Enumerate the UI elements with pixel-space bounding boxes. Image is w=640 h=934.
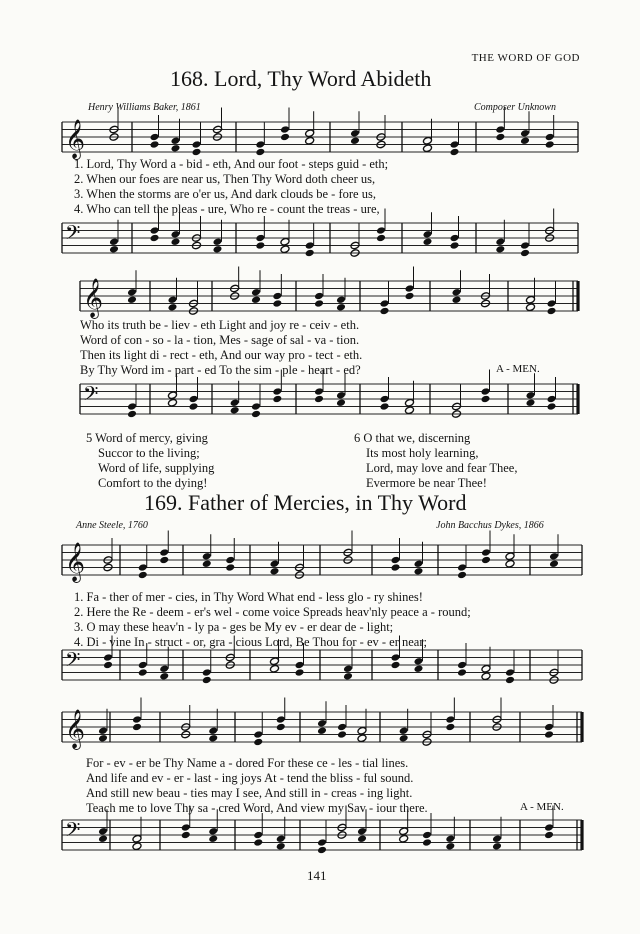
notehead: [357, 734, 367, 743]
hymn-169-composer: John Bacchus Dykes, 1866: [436, 520, 544, 531]
notehead: [103, 661, 113, 670]
notehead: [505, 676, 515, 685]
notehead: [337, 723, 347, 732]
notehead: [132, 715, 142, 724]
notehead: [305, 241, 315, 250]
notehead: [376, 234, 386, 243]
hymn-168-author: Henry Williams Baker, 1861: [88, 102, 201, 113]
notehead: [98, 827, 108, 836]
notehead: [280, 245, 290, 254]
notehead: [520, 136, 530, 145]
notehead: [526, 303, 536, 312]
notehead: [276, 723, 286, 732]
notehead: [405, 292, 415, 301]
bass-clef: 𝄢: [65, 648, 81, 676]
notehead: [314, 292, 324, 301]
notehead: [213, 245, 223, 254]
hymn-169-verse-1-line-b: For - ev - er be Thy Name a - dored For these ce - les - tial lines.: [86, 756, 409, 770]
verse-line: Comfort to the dying!: [98, 476, 208, 490]
notehead: [544, 723, 554, 732]
notehead: [391, 653, 401, 662]
notehead: [391, 661, 401, 670]
notehead: [405, 398, 415, 407]
notehead: [399, 734, 409, 743]
notehead: [376, 226, 386, 235]
notehead: [445, 842, 455, 851]
notehead: [414, 567, 424, 576]
notehead: [405, 284, 415, 293]
verse-line: 6 O that we, discerning: [354, 431, 471, 445]
notehead: [350, 136, 360, 145]
notehead: [103, 653, 113, 662]
notehead: [208, 726, 218, 735]
notehead: [270, 567, 280, 576]
notehead: [343, 672, 353, 681]
notehead: [445, 834, 455, 843]
notehead: [317, 838, 327, 847]
notehead: [98, 834, 108, 843]
hymn-168-verse-1-line-b: Who its truth be - liev - eth Light and joy re - ceiv - eth.: [80, 318, 360, 332]
notehead: [549, 559, 559, 568]
notehead: [272, 395, 282, 404]
notehead: [450, 234, 460, 243]
notehead: [520, 249, 530, 258]
page-number: 141: [307, 868, 327, 883]
hymn-168-number: 168.: [170, 66, 209, 91]
notehead: [481, 387, 491, 396]
notehead: [276, 834, 286, 843]
notehead: [317, 719, 327, 728]
verse-line: 5 Word of mercy, giving: [86, 431, 208, 445]
notehead: [520, 241, 530, 250]
notehead: [450, 241, 460, 250]
notehead: [159, 672, 169, 681]
notehead: [138, 563, 148, 572]
notehead: [272, 292, 282, 301]
hymn-169-title: [144, 490, 466, 516]
notehead: [495, 133, 505, 142]
hymn-169-verse-4-line-b: Teach me to love Thy sa - cred Word, And view my Sav - iour there.: [86, 801, 428, 815]
notehead: [414, 664, 424, 673]
notehead: [357, 827, 367, 836]
notehead: [202, 559, 212, 568]
hymn-168-name: Lord, Thy Word Abideth: [214, 66, 432, 91]
notehead: [138, 571, 148, 580]
notehead: [255, 140, 265, 149]
notehead: [380, 395, 390, 404]
notehead: [422, 838, 432, 847]
notehead: [251, 410, 261, 419]
notehead: [280, 133, 290, 142]
verse-line: Its most holy learning,: [366, 446, 479, 460]
notehead: [127, 288, 137, 297]
notehead: [253, 738, 263, 747]
notehead: [544, 831, 554, 840]
notehead: [132, 723, 142, 732]
verse-line: Evermore be near Thee!: [366, 476, 487, 490]
notehead: [357, 834, 367, 843]
notehead: [171, 136, 181, 145]
verse-line: Word of life, supplying: [98, 461, 215, 475]
notehead: [481, 556, 491, 565]
hymn-169-verse-3-line-b: And still new beau - ties may I see, And still in - creas - ing light.: [86, 786, 413, 800]
notehead: [549, 552, 559, 561]
notehead: [98, 726, 108, 735]
notehead: [295, 668, 305, 677]
notehead: [230, 398, 240, 407]
notehead: [192, 148, 202, 157]
notehead: [171, 237, 181, 246]
notehead: [272, 299, 282, 308]
notehead: [168, 303, 178, 312]
notehead: [391, 563, 401, 572]
notehead: [208, 834, 218, 843]
notehead: [255, 234, 265, 243]
notehead: [276, 715, 286, 724]
treble-clef: 𝄞: [65, 709, 86, 749]
notehead: [495, 125, 505, 134]
notehead: [380, 299, 390, 308]
notehead: [159, 556, 169, 565]
notehead: [317, 726, 327, 735]
notehead: [445, 715, 455, 724]
bass-clef: 𝄢: [83, 382, 99, 410]
notehead: [423, 237, 433, 246]
notehead: [380, 402, 390, 411]
section-heading: THE WORD OF GOD: [471, 52, 580, 64]
notehead: [337, 730, 347, 739]
hymn-169-verse-3-line: 3. O may these heav'n - ly pa - ges be My ev - er dear de - light;: [74, 620, 394, 634]
notehead: [276, 842, 286, 851]
notehead: [305, 129, 315, 138]
notehead: [399, 827, 409, 836]
notehead: [255, 148, 265, 157]
notehead: [481, 672, 491, 681]
notehead: [132, 834, 142, 843]
notehead: [230, 406, 240, 415]
notehead: [457, 661, 467, 670]
notehead: [150, 133, 160, 142]
notehead: [545, 140, 555, 149]
notehead: [251, 288, 261, 297]
notehead: [422, 831, 432, 840]
hymn-168-verse-4-line-b: By Thy Word im - part - ed To the sim - ple - heart - ed?: [80, 363, 361, 377]
treble-clef: 𝄞: [65, 119, 86, 159]
notehead: [405, 406, 415, 415]
notehead: [547, 395, 557, 404]
hymn-168-verse-3-line: 3. When the storms are o'er us, And dark clouds be - fore us,: [74, 187, 376, 201]
notehead: [336, 391, 346, 400]
notehead: [423, 230, 433, 239]
hymn-169-verse-4-line: 4. Di - vine In - struct - or, gra - cious Lord, Be Thou for - ev - er near;: [74, 635, 427, 649]
notehead: [457, 571, 467, 580]
treble-clef: 𝄞: [65, 542, 86, 582]
notehead: [270, 657, 280, 666]
notehead: [544, 730, 554, 739]
notehead: [414, 559, 424, 568]
notehead: [336, 295, 346, 304]
notehead: [450, 148, 460, 157]
hymn-168-verse-1-line: 1. Lord, Thy Word a - bid - eth, And our foot - steps guid - eth;: [74, 157, 389, 171]
hymn-169-verse-2-line: 2. Here the Re - deem - er's wel - come voice Spreads heav'nly peace a - round;: [74, 605, 471, 619]
notehead: [98, 734, 108, 743]
notehead: [150, 234, 160, 243]
notehead: [505, 668, 515, 677]
notehead: [181, 831, 191, 840]
notehead: [357, 726, 367, 735]
notehead: [481, 548, 491, 557]
notehead: [547, 402, 557, 411]
notehead: [202, 668, 212, 677]
notehead: [132, 842, 142, 851]
notehead: [251, 295, 261, 304]
notehead: [391, 556, 401, 565]
notehead: [109, 245, 119, 254]
hymn-168-amen: A - MEN.: [496, 363, 540, 375]
notehead: [492, 834, 502, 843]
notehead: [213, 237, 223, 246]
notehead: [520, 129, 530, 138]
verse-line: Succor to the living;: [98, 446, 200, 460]
notehead: [457, 668, 467, 677]
hymn-168-verse-4-line: 4. Who can tell the pleas - ure, Who re - count the treas - ure,: [74, 202, 380, 216]
notehead: [295, 661, 305, 670]
notehead: [168, 398, 178, 407]
notehead: [457, 563, 467, 572]
hymn-169-verse-1-line: 1. Fa - ther of mer - cies, in Thy Word What end - less glo - ry shines!: [74, 590, 423, 604]
notehead: [150, 140, 160, 149]
notehead: [168, 391, 178, 400]
notehead: [547, 307, 557, 316]
notehead: [189, 402, 199, 411]
notehead: [314, 395, 324, 404]
hymn-169-name: Father of Mercies, in Thy Word: [188, 490, 467, 515]
notehead: [380, 307, 390, 316]
notehead: [305, 136, 315, 145]
notehead: [280, 237, 290, 246]
notehead: [168, 295, 178, 304]
notehead: [452, 288, 462, 297]
notehead: [526, 295, 536, 304]
notehead: [253, 831, 263, 840]
notehead: [526, 398, 536, 407]
notehead: [253, 838, 263, 847]
notehead: [171, 230, 181, 239]
notehead: [150, 226, 160, 235]
notehead: [253, 730, 263, 739]
notehead: [450, 140, 460, 149]
notehead: [414, 657, 424, 666]
notehead: [526, 391, 536, 400]
hymn-169-author: Anne Steele, 1760: [76, 520, 148, 531]
hymn-168-composer: Composer Unknown: [474, 102, 556, 113]
notehead: [481, 664, 491, 673]
notehead: [399, 726, 409, 735]
hymn-169-verse-2-line-b: And life and ev - er - last - ing joys At - tend the bliss - ful sound.: [86, 771, 414, 785]
hymn-169-amen: A - MEN.: [520, 801, 564, 813]
notehead: [189, 395, 199, 404]
notehead: [343, 664, 353, 673]
notehead: [202, 676, 212, 685]
verse-line: Lord, may love and fear Thee,: [366, 461, 518, 475]
notehead: [270, 559, 280, 568]
bass-clef: 𝄢: [65, 818, 81, 846]
notehead: [336, 398, 346, 407]
hymn-168-verse-3-line-b: Then its light di - rect - eth, And our way pro - tect - eth.: [80, 348, 363, 362]
notehead: [481, 395, 491, 404]
notehead: [280, 125, 290, 134]
hymn-168-verse-2-line: 2. When our foes are near us, Then Thy Word doth cheer us,: [74, 172, 376, 186]
notehead: [127, 295, 137, 304]
treble-clef: 𝄞: [83, 278, 104, 318]
notehead: [272, 387, 282, 396]
notehead: [445, 723, 455, 732]
notehead: [305, 249, 315, 258]
notehead: [423, 136, 433, 145]
notehead: [350, 129, 360, 138]
notehead: [270, 664, 280, 673]
notehead: [544, 823, 554, 832]
hymn-168-verse-6: [354, 431, 517, 491]
notehead: [336, 303, 346, 312]
notehead: [138, 661, 148, 670]
notehead: [255, 241, 265, 250]
notehead: [545, 133, 555, 142]
notehead: [495, 237, 505, 246]
notehead: [181, 823, 191, 832]
notehead: [317, 846, 327, 855]
notehead: [159, 548, 169, 557]
notehead: [452, 295, 462, 304]
notehead: [399, 834, 409, 843]
hymn-168-verse-5: [86, 431, 214, 491]
notehead: [171, 144, 181, 153]
notehead: [109, 237, 119, 246]
hymn-168-verse-2-line-b: Word of con - so - la - tion, Mes - sage of sal - va - tion.: [80, 333, 360, 347]
notehead: [251, 402, 261, 411]
notehead: [159, 664, 169, 673]
notehead: [202, 552, 212, 561]
notehead: [423, 144, 433, 153]
notehead: [495, 245, 505, 254]
notehead: [547, 299, 557, 308]
notehead: [225, 563, 235, 572]
notehead: [127, 410, 137, 419]
bass-clef: 𝄢: [65, 221, 81, 249]
notehead: [505, 559, 515, 568]
notehead: [208, 734, 218, 743]
notehead: [505, 552, 515, 561]
hymn-169-number: 169.: [144, 490, 183, 515]
notehead: [314, 299, 324, 308]
notehead: [492, 842, 502, 851]
notehead: [138, 668, 148, 677]
notehead: [314, 387, 324, 396]
notehead: [127, 402, 137, 411]
notehead: [225, 556, 235, 565]
notehead: [208, 827, 218, 836]
notehead: [192, 140, 202, 149]
